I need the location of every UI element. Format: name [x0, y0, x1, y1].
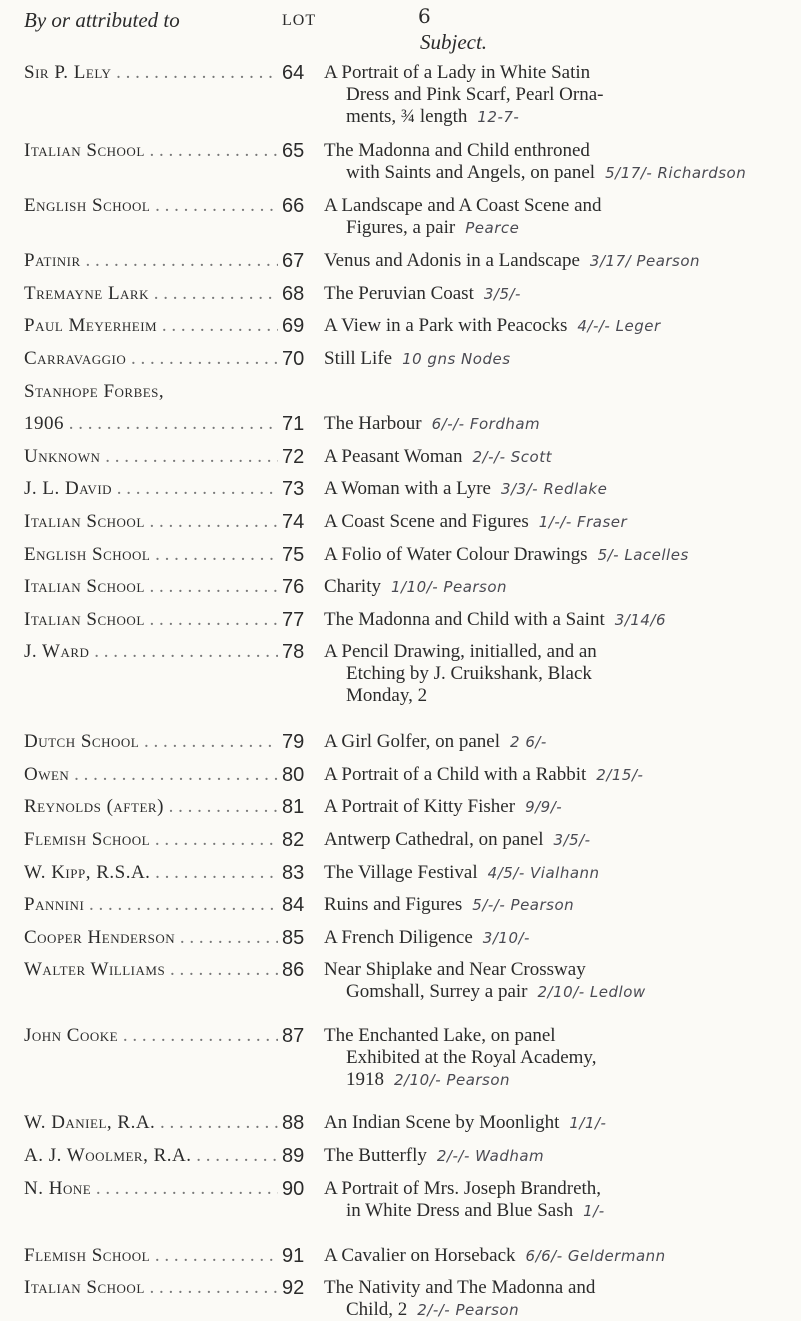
lot-number: 86	[282, 959, 305, 982]
subject-description	[324, 927, 794, 949]
subject-line: A Portrait of a Lady in White Satin	[324, 62, 591, 83]
handwritten-price-note: 5/17/- Richardson	[605, 163, 747, 182]
subject-description	[324, 796, 794, 818]
subject-description	[324, 609, 794, 631]
handwritten-price-note: 2/15/-	[596, 765, 644, 784]
lot-number: 91	[282, 1244, 305, 1267]
handwritten-price-note: 3/10/-	[482, 928, 530, 947]
subject-description	[324, 348, 794, 370]
subject-description	[324, 1025, 794, 1091]
subject-description	[324, 511, 794, 533]
artist-name: W. Daniel, R.A. . . .	[24, 1112, 278, 1134]
header-subject: Subject.	[420, 30, 488, 54]
subject-description	[324, 731, 794, 753]
subject-description	[324, 140, 794, 184]
subject-line: Antwerp Cathedral, on panel 3/5/-	[324, 829, 591, 850]
subject-description	[324, 959, 794, 1003]
subject-line: 1918 2/10/- Pearson	[346, 1068, 511, 1090]
subject-line: The Peruvian Coast 3/5/-	[324, 282, 521, 304]
artist-name: John Cooke . . .	[24, 1025, 278, 1047]
subject-line: A Landscape and A Coast Scene and	[324, 195, 602, 216]
handwritten-price-note: 1/-	[583, 1201, 605, 1220]
artist-name: Reynolds (after) . . .	[24, 796, 278, 818]
subject-line: The Nativity and The Madonna and	[324, 1277, 596, 1299]
handwritten-price-note: 3/5/-	[553, 831, 591, 849]
subject-description	[324, 1277, 794, 1321]
artist-name: Italian School . . .	[24, 609, 278, 631]
lot-number: 75	[282, 543, 305, 566]
subject-line: A Coast Scene and Figures 1/-/- Fraser	[324, 511, 628, 532]
subject-line: A French Diligence 3/10/-	[324, 926, 530, 948]
handwritten-price-note: 3/17/ Pearson	[589, 252, 701, 271]
header-artist: By or attributed to	[24, 8, 180, 32]
subject-line: A Pencil Drawing, initialled, and an	[324, 641, 597, 663]
subject-description	[324, 1145, 794, 1167]
lot-number: 66	[282, 195, 305, 217]
subject-line: Venus and Adonis in a Landscape 3/17/ Pearson	[324, 250, 701, 272]
subject-description	[324, 641, 794, 707]
artist-name: A. J. Woolmer, R.A. . . .	[24, 1145, 278, 1167]
lot-number: 72	[282, 445, 305, 468]
lot-number: 80	[282, 763, 305, 786]
lot-number: 71	[282, 413, 305, 436]
subject-line: The Madonna and Child with a Saint 3/14/6	[324, 608, 667, 630]
handwritten-price-note: 1/-/- Fraser	[538, 513, 628, 531]
subject-description	[324, 446, 794, 468]
lot-number: 65	[282, 139, 305, 162]
artist-name: Patinir . . .	[24, 250, 278, 272]
artist-name: Dutch School . . .	[24, 731, 278, 753]
artist-name: Carravaggio . . .	[24, 348, 278, 370]
handwritten-price-note: 2/-/- Pearson	[417, 1301, 520, 1320]
subject-line: ments, ¾ length 12-7-	[346, 106, 520, 127]
artist-name: Stanhope Forbes,	[24, 380, 165, 402]
subject-line: The Enchanted Lake, on panel	[324, 1024, 556, 1046]
artist-name: Owen . . .	[24, 764, 278, 786]
artist-name: J. L. David . . .	[24, 478, 278, 500]
subject-line: A Cavalier on Horseback 6/6/- Geldermann	[324, 1244, 666, 1266]
handwritten-price-note: 4/-/- Leger	[577, 317, 661, 336]
subject-description	[324, 1178, 794, 1222]
subject-line: The Village Festival 4/5/- Vialhann	[324, 861, 600, 883]
artist-name: Cooper Henderson . . .	[24, 927, 278, 949]
lot-number: 69	[282, 315, 305, 338]
artist-name: English School . . .	[24, 195, 278, 217]
handwritten-price-note: 6/6/- Geldermann	[525, 1246, 666, 1265]
handwritten-price-note: 4/5/- Vialhann	[487, 863, 600, 882]
lot-number: 74	[282, 511, 305, 533]
subject-line: Child, 2 2/-/- Pearson	[346, 1299, 520, 1321]
lot-number: 76	[282, 576, 305, 599]
lot-number: 73	[282, 478, 305, 501]
handwritten-price-note: 3/5/-	[483, 284, 521, 303]
lot-number: 64	[282, 62, 305, 84]
subject-description	[324, 576, 794, 598]
subject-line: in White Dress and Blue Sash 1/-	[346, 1199, 605, 1221]
handwritten-price-note: 2 6/-	[510, 733, 547, 752]
artist-name: Flemish School . . .	[24, 1245, 278, 1267]
subject-line: Etching by J. Cruikshank, Black	[346, 663, 592, 685]
header-lot: LOT	[282, 12, 317, 29]
artist-name: Sir P. Lely . . .	[24, 62, 278, 84]
artist-name: Tremayne Lark . . .	[24, 283, 278, 305]
subject-line: A Girl Golfer, on panel 2 6/-	[324, 731, 547, 753]
subject-line: Exhibited at the Royal Academy,	[346, 1046, 597, 1068]
subject-line: A Peasant Woman 2/-/- Scott	[324, 445, 552, 467]
artist-name: Unknown . . .	[24, 446, 278, 468]
handwritten-price-note: 2/-/- Scott	[472, 447, 552, 466]
subject-line: An Indian Scene by Moonlight 1/1/-	[324, 1112, 607, 1134]
handwritten-price-note: 5/- Lacelles	[597, 545, 689, 564]
page-number: 6	[418, 4, 431, 28]
artist-name: W. Kipp, R.S.A. . . .	[24, 862, 278, 884]
subject-description	[324, 894, 794, 916]
subject-description	[324, 62, 794, 128]
subject-description	[324, 764, 794, 786]
handwritten-price-note: 5/-/- Pearson	[472, 896, 575, 915]
handwritten-price-note: Pearce	[465, 219, 520, 237]
lot-number: 77	[282, 608, 305, 631]
handwritten-price-note: 1/10/- Pearson	[391, 578, 508, 597]
subject-line: Near Shiplake and Near Crossway	[324, 959, 586, 981]
lot-number: 81	[282, 796, 305, 819]
lot-number: 90	[282, 1177, 305, 1200]
subject-description	[324, 413, 794, 435]
subject-line: The Madonna and Child enthroned	[324, 139, 590, 161]
artist-name: Italian School . . .	[24, 576, 278, 598]
lot-number: 70	[282, 348, 305, 370]
lot-number: 78	[282, 641, 305, 664]
artist-name: Paul Meyerheim . . .	[24, 315, 278, 337]
subject-line: Gomshall, Surrey a pair 2/10/- Ledlow	[346, 981, 646, 1003]
handwritten-price-note: 1/1/-	[569, 1114, 607, 1133]
artist-name: J. Ward . . .	[24, 641, 278, 663]
lot-number: 67	[282, 250, 305, 273]
subject-line: Still Life 10 gns Nodes	[324, 348, 511, 369]
subject-line: A Portrait of Mrs. Joseph Brandreth,	[324, 1177, 602, 1199]
handwritten-price-note: 2/-/- Wadham	[436, 1147, 545, 1165]
lot-number: 88	[282, 1112, 305, 1135]
handwritten-price-note: 9/9/-	[525, 798, 563, 817]
handwritten-price-note: 2/10/- Ledlow	[537, 983, 646, 1002]
lot-number: 85	[282, 926, 305, 949]
lot-number: 89	[282, 1145, 305, 1167]
subject-line: A Portrait of Kitty Fisher 9/9/-	[324, 796, 563, 818]
artist-name: Italian School . . .	[24, 511, 278, 533]
artist-name: English School . . .	[24, 544, 278, 566]
subject-line: Charity 1/10/- Pearson	[324, 576, 508, 598]
lot-number: 92	[282, 1277, 305, 1300]
artist-name: Flemish School . . .	[24, 829, 278, 851]
handwritten-price-note: 6/-/- Fordham	[431, 415, 541, 434]
artist-name: N. Hone . . .	[24, 1178, 278, 1200]
handwritten-price-note: 12-7-	[477, 108, 520, 126]
subject-line: Monday, 2	[346, 685, 428, 707]
subject-description	[324, 862, 794, 884]
subject-line: The Butterfly 2/-/- Wadham	[324, 1145, 545, 1166]
subject-line: A View in a Park with Peacocks 4/-/- Leger	[324, 315, 661, 337]
handwritten-price-note: 3/3/- Redlake	[500, 480, 608, 499]
handwritten-price-note: 10 gns Nodes	[402, 350, 511, 368]
lot-number: 82	[282, 829, 305, 851]
subject-line: Dress and Pink Scarf, Pearl Orna-	[346, 84, 604, 105]
subject-line: A Woman with a Lyre 3/3/- Redlake	[324, 478, 608, 500]
artist-name: Italian School . . .	[24, 140, 278, 162]
handwritten-price-note: 3/14/6	[614, 610, 667, 629]
lot-number: 68	[282, 282, 305, 305]
subject-line: The Harbour 6/-/- Fordham	[324, 413, 541, 435]
subject-line: Figures, a pair Pearce	[346, 217, 520, 238]
subject-line: Ruins and Figures 5/-/- Pearson	[324, 894, 575, 916]
subject-description	[324, 1245, 794, 1267]
subject-description	[324, 478, 794, 500]
subject-description	[324, 250, 794, 272]
handwritten-price-note: 2/10/- Pearson	[394, 1070, 511, 1089]
artist-name: 1906 . . .	[24, 413, 278, 435]
lot-number: 79	[282, 731, 305, 754]
subject-line: A Portrait of a Child with a Rabbit 2/15/-	[324, 763, 644, 785]
lot-number: 83	[282, 861, 305, 884]
lot-number: 87	[282, 1024, 305, 1047]
subject-description	[324, 829, 794, 851]
artist-name: Pannini . . .	[24, 894, 278, 916]
subject-description	[324, 544, 794, 566]
subject-description	[324, 1112, 794, 1134]
artist-name: Walter Williams . . .	[24, 959, 278, 981]
subject-line: A Folio of Water Colour Drawings 5/- Lacelles	[324, 543, 689, 565]
subject-line: with Saints and Angels, on panel 5/17/- Richardson	[346, 161, 747, 183]
artist-name: Italian School . . .	[24, 1277, 278, 1299]
subject-description	[324, 283, 794, 305]
subject-description	[324, 315, 794, 337]
subject-description	[324, 195, 794, 239]
lot-number: 84	[282, 894, 305, 917]
